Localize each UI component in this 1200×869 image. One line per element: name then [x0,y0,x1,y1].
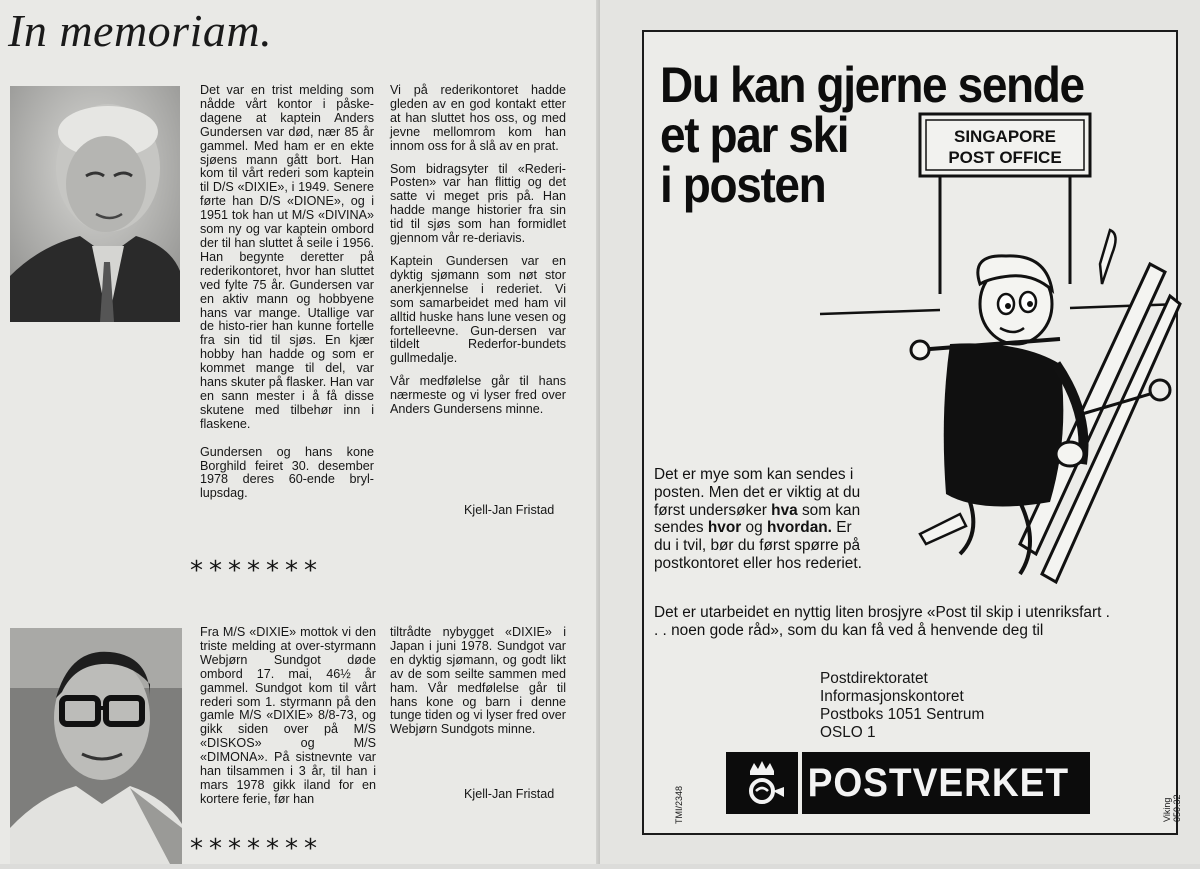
headline-line-3: i posten [660,157,826,213]
address-line-3: Postboks 1051 Sentrum [820,706,985,723]
divider-stars-2: ******* [190,834,323,864]
article1-paragraph-4: Som bidragsyter til «Rederi-Posten» var han flittig og det satte vi meget pris på. Han hadde mange historier fra sin tid til sjøs som han formidlet gjennom vår re-deriavis. [390,161,566,246]
address-line-2: Informasjonskontoret [820,688,964,705]
headline-line-2: et par ski [660,107,849,163]
para1-text-a: Det er mye som kan sendes i posten. Men det er viktig at du først undersøker [654,466,861,519]
logo-wordmark: POSTVERKET [807,760,1070,805]
print-code-left: TMI/2348 [674,785,684,824]
portrait-photo-gundersen [10,86,180,322]
sign-line-1: SINGAPORE [953,127,1057,146]
article2-paragraph-2: tiltrådte nybygget «DIXIE» i Japan i juni 1978. Sundgot var en dyktig sjømann, og godt likt av de som seilte sammen med ham. Vår medfølelse går til hans kone og barn i denne tunge tiden og vi lyser fred over Webjørn Sundgots minne. [390,625,566,737]
address-line-4: OSLO 1 [820,724,876,741]
postverket-advertisement [642,30,1182,835]
sign-line-2: POST OFFICE [948,148,1062,167]
page-title: In memoriam. [8,5,273,56]
divider-stars-1: ******* [190,556,323,586]
article2-paragraph-1: Fra M/S «DIXIE» mottok vi den triste melding at over-styrmann Webjørn Sundgot døde ombord 17. mai, 46½ år gammel. Sundgot kom til vårt rederi som 1. styrmann på den gamle M/S «DIXIE» 8/8-73, og gikk siden over på M/S «DISKOS» og M/S «DIMONA». På sistnevnte var han tilsammen i 3 år, til han i mars 1978 gikk iland for en kortere ferie, før han [200,625,376,806]
article1-column-1 [200,84,374,510]
article1-paragraph-3: Vi på rederikontoret hadde gleden av en god kontakt etter at han sluttet hos oss, og med jevne mellomrom kom han innom oss for å slå av en prat. [390,83,566,153]
article2-column-2 [390,626,566,746]
address-block [820,670,984,742]
article2-signature: Kjell-Jan Fristad [464,787,555,801]
article2-column-1 [200,626,376,816]
cartoon-skier-illustration [820,114,1180,634]
para1-bold-hvor: hvor [707,519,742,537]
article1-column-2 [390,84,566,426]
article1-paragraph-2: Gundersen og hans kone Borghild feiret 30. desember 1978 deres 60-ende bryl-lupsdag. [200,444,374,501]
article1-paragraph-6: Vår medfølelse går til hans nærmeste og vi lyser fred over Anders Gundersens minne. [390,374,566,417]
para1-text-b: som kan sendes [654,501,861,537]
para1-text-c: og [741,519,767,537]
headline-line-1: Du kan gjerne sende [660,57,1084,113]
portrait-photo-sundgot [10,628,182,864]
print-code-right: Viking 050.32 [1162,794,1182,822]
para1-bold-hva: hva [771,501,798,519]
postverket-logo [726,752,1090,814]
right-page [600,0,1200,864]
para1-bold-hvordan: hvordan. [766,519,832,537]
article1-paragraph-5: Kaptein Gundersen var en dyktig sjømann som nøt stor anerkjennelse i rederiet. Vi som samarbeidet med ham vil alltid huske hans lune vesen og fortelleevne. Gun-dersen var tildelt Rederfor-bundets gullmedalje. [390,253,566,366]
address-line-1: Postdirektoratet [820,670,928,687]
posthorn-crown-icon [726,752,802,814]
article1-paragraph-1: Det var en trist melding som nådde vårt kontor i påske-dagene at kaptein Anders Gundersen var død, nær 85 år gammel. Med ham er en ekte sjøens mann gått bort. Han kom til vårt rederi som kaptein til D/S «DIXIE», i 1949. Senere førte han D/S «DIONE», og i 1951 tok han ut M/S «DIVINA» som ny og var kaptein ombord der til han sluttet å seile i 1956. Han begynte deretter på rederikontoret, hvor han sluttet ved fylte 75 år. Gundersen var en aktiv mann og hobbyene hans var mange. Utallige var de histo-rier han kunne fortelle fra sin tid til sjøs. En kjær hobby han hadde og som er kommet mange til del, var hans skuter på flasker. Han var en sann mester i å få disse skutene med tilbehør inn i flaskene. [200,83,374,431]
ad-paragraph-2: Det er utarbeidet en nyttig liten brosjyre «Post til skip i utenriksfart . . . noen gode råd», som du kan få ved å henvende deg til [654,604,1110,639]
left-page [0,0,600,864]
ad-paragraph-1 [654,466,868,573]
article1-signature: Kjell-Jan Fristad [464,503,555,517]
para1-text-d: Er du i tvil, bør du først spørre på postkontoret eller hos rederiet. [654,519,862,572]
